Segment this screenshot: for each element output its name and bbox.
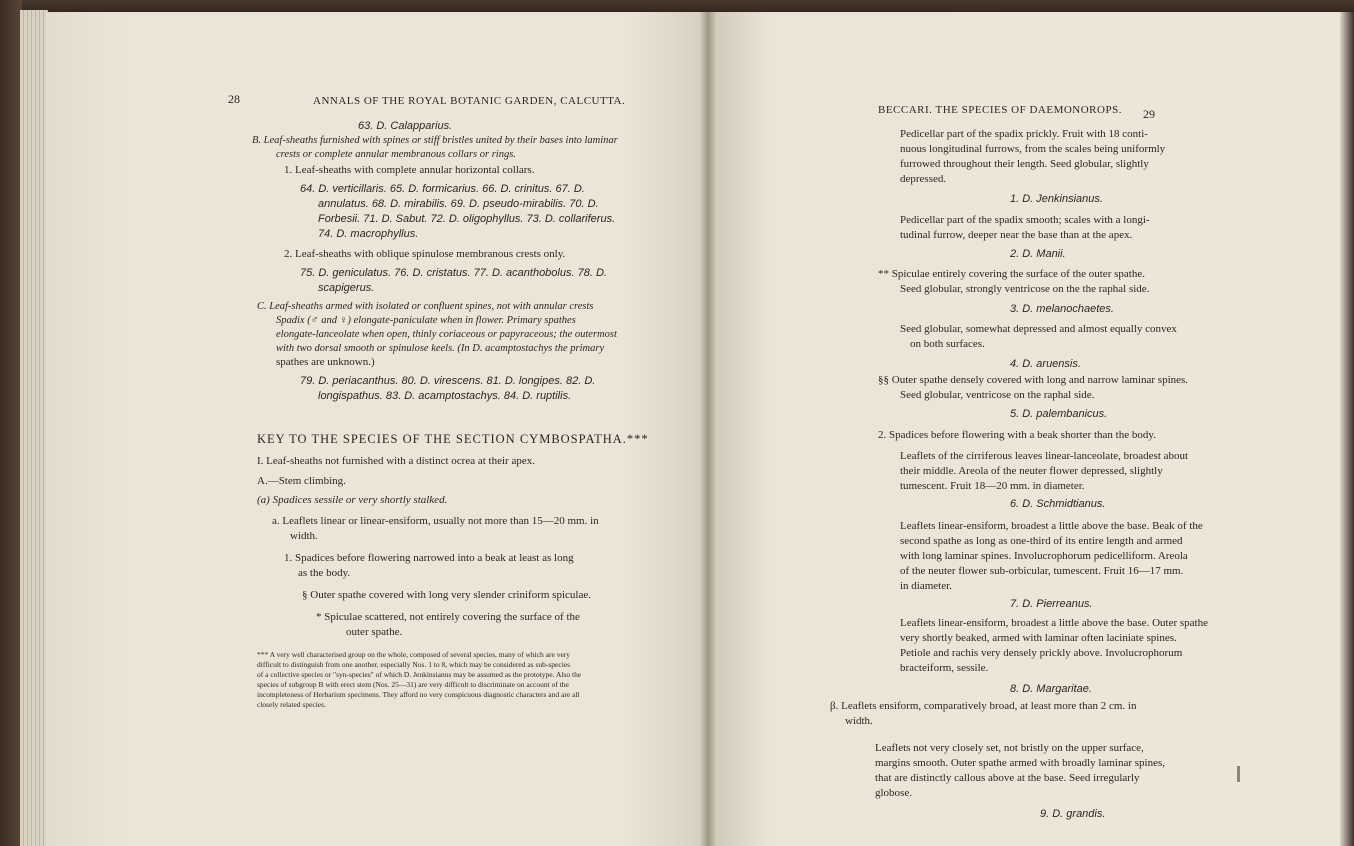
key-line: margins smooth. Outer spathe armed with broadly laminar spines, xyxy=(875,757,1166,769)
key-line: very shortly beaked, armed with laminar often laciniate spines. xyxy=(900,632,1177,644)
footnote-line: species of subgroup B with erect stem (Nos. 25—31) are very difficult to discriminate on account of the xyxy=(257,680,569,689)
key-line: 2. Spadices before flowering with a beak shorter than the body. xyxy=(878,429,1156,441)
key-line: their middle. Areola of the neuter flower depressed, slightly xyxy=(900,465,1163,477)
key-line: nuous longitudinal furrows, from the scales being uniformly xyxy=(900,143,1166,155)
key-line: Pedicellar part of the spadix smooth; scales with a longi- xyxy=(900,214,1150,226)
key-line: elongate-lanceolate when open, thinly coriaceous or papyraceous; the outermost xyxy=(276,329,617,340)
key-line: Pedicellar part of the spadix prickly. Fruit with 18 conti- xyxy=(900,128,1148,140)
key-line: C. Leaf-sheaths armed with isolated or confluent spines, not with annular crests xyxy=(257,301,594,312)
book-gutter xyxy=(700,12,716,846)
key-line: with two dorsal smooth or spinulose keels. (In D. acamptostachys the primary xyxy=(276,343,605,354)
key-line: * Spiculae scattered, not entirely covering the surface of the xyxy=(316,611,580,623)
page-mark xyxy=(1237,766,1240,782)
species-line: 1. D. Jenkinsianus. xyxy=(1010,193,1103,205)
footnote-line: difficult to distinguish from one another, especially Nos. 1 to 8, which may be considered as sub-species xyxy=(257,660,571,669)
key-line: width. xyxy=(845,715,873,727)
species-line: annulatus. 68. D. mirabilis. 69. D. pseudo-mirabilis. 70. D. xyxy=(318,198,599,210)
species-line: 64. D. verticillaris. 65. D. formicarius. 66. D. crinitus. 67. D. xyxy=(300,183,585,195)
key-line: a. Leaflets linear or linear-ensiform, usually not more than 15—20 mm. in xyxy=(272,515,599,527)
key-line: β. Leaflets ensiform, comparatively broad, at least more than 2 cm. in xyxy=(830,700,1137,712)
species-line: 8. D. Margaritae. xyxy=(1010,683,1092,695)
species-line: 6. D. Schmidtianus. xyxy=(1010,498,1106,510)
species-line: scapigerus. xyxy=(318,282,375,294)
key-line: ** Spiculae entirely covering the surface of the outer spathe. xyxy=(878,268,1145,280)
footnote-line: closely related species. xyxy=(257,700,326,709)
key-line: tudinal furrow, deeper near the base than at the apex. xyxy=(900,229,1133,241)
key-line: that are distinctly callous above at the base. Seed irregularly xyxy=(875,772,1140,784)
key-line: Spadix (♂ and ♀) elongate-paniculate when in flower. Primary spathes xyxy=(276,315,576,326)
key-line: Petiole and rachis very densely prickly above. Involucrophorum xyxy=(900,647,1183,659)
key-line: (a) Spadices sessile or very shortly stalked. xyxy=(257,494,448,506)
key-line: Seed globular, ventricose on the raphal side. xyxy=(900,389,1095,401)
key-line: of the neuter flower sub-orbicular, tumescent. Fruit 16—17 mm. xyxy=(900,565,1184,577)
page-number: 28 xyxy=(228,92,240,106)
key-line: with long laminar spines. Involucrophorum pedicelliform. Areola xyxy=(900,550,1188,562)
key-line: furrowed throughout their length. Seed globular, slightly xyxy=(900,158,1149,170)
key-line: crests or complete annular membranous collars or rings. xyxy=(276,149,516,160)
key-line: in diameter. xyxy=(900,580,952,592)
key-line: Leaflets linear-ensiform, broadest a little above the base. Beak of the xyxy=(900,520,1203,532)
key-line: as the body. xyxy=(298,567,351,579)
book-cover-right xyxy=(1340,12,1354,846)
key-line: Leaflets linear-ensiform, broadest a little above the base. Outer spathe xyxy=(900,617,1208,629)
species-line: 63. D. Calapparius. xyxy=(358,120,453,132)
species-line: longispathus. 83. D. acamptostachys. 84. D. ruptilis. xyxy=(318,390,572,402)
key-line: B. Leaf-sheaths furnished with spines or stiff bristles united by their bases into laminar xyxy=(252,135,618,146)
species-line: 4. D. aruensis. xyxy=(1010,358,1081,370)
running-head: BECCARI. THE SPECIES OF DAEMONOROPS. xyxy=(878,104,1122,116)
key-line: depressed. xyxy=(900,173,947,185)
key-line: Seed globular, strongly ventricose on the the raphal side. xyxy=(900,283,1150,295)
species-line: 75. D. geniculatus. 76. D. cristatus. 77. D. acanthobolus. 78. D. xyxy=(300,267,607,279)
species-line: 9. D. grandis. xyxy=(1040,808,1106,820)
species-line: 3. D. melanochaetes. xyxy=(1010,303,1114,315)
species-line: 7. D. Pierreanus. xyxy=(1010,598,1093,610)
key-line: Seed globular, somewhat depressed and almost equally convex xyxy=(900,323,1177,335)
key-line: §§ Outer spathe densely covered with long and narrow laminar spines. xyxy=(878,374,1189,386)
key-line: I. Leaf-sheaths not furnished with a distinct ocrea at their apex. xyxy=(257,455,535,467)
footnote-line: *** A very well characterised group on the whole, composed of several species, many of which are very xyxy=(257,650,571,659)
key-line: bracteiform, sessile. xyxy=(900,662,989,674)
page-edges xyxy=(20,10,48,846)
key-line: width. xyxy=(290,530,318,542)
key-line: outer spathe. xyxy=(346,626,403,638)
key-line: A.—Stem climbing. xyxy=(257,475,346,487)
species-line: Forbesii. 71. D. Sabut. 72. D. oligophyllus. 73. D. collariferus. xyxy=(318,213,616,225)
species-line: 2. D. Manii. xyxy=(1010,248,1066,260)
footnote-line: incompleteness of Herbarium specimens. They afford no very conspicuous diagnostic characters and are all xyxy=(257,690,580,699)
key-line: on both surfaces. xyxy=(910,338,985,350)
key-line: tumescent. Fruit 18—20 mm. in diameter. xyxy=(900,480,1085,492)
key-line: spathes are unknown.) xyxy=(276,356,375,368)
key-line: Leaflets not very closely set, not bristly on the upper surface, xyxy=(875,742,1144,754)
species-line: 5. D. palembanicus. xyxy=(1010,408,1108,420)
species-line: 79. D. periacanthus. 80. D. virescens. 81. D. longipes. 82. D. xyxy=(300,375,596,387)
species-line: 74. D. macrophyllus. xyxy=(318,228,419,240)
key-line: Leaflets of the cirriferous leaves linear-lanceolate, broadest about xyxy=(900,450,1189,462)
running-head: ANNALS OF THE ROYAL BOTANIC GARDEN, CALCUTTA. xyxy=(313,95,626,107)
key-line: § Outer spathe covered with long very slender criniform spiculae. xyxy=(302,589,591,601)
page-number: 29 xyxy=(1143,107,1155,121)
key-line: 1. Spadices before flowering narrowed into a beak at least as long xyxy=(284,552,574,564)
key-line: 1. Leaf-sheaths with complete annular horizontal collars. xyxy=(284,164,535,176)
key-line: 2. Leaf-sheaths with oblique spinulose membranous crests only. xyxy=(284,248,566,260)
key-line: globose. xyxy=(875,787,912,799)
section-heading: KEY TO THE SPECIES OF THE SECTION CYMBOSPATHA.*** xyxy=(257,432,649,446)
footnote-line: of a collective species or "syn-species" of which D. Jenkinsianus may be assumed as the prototype. Also the xyxy=(257,670,582,679)
book-cover-left xyxy=(0,0,22,846)
key-line: second spathe as long as one-third of its entire length and armed xyxy=(900,535,1183,547)
